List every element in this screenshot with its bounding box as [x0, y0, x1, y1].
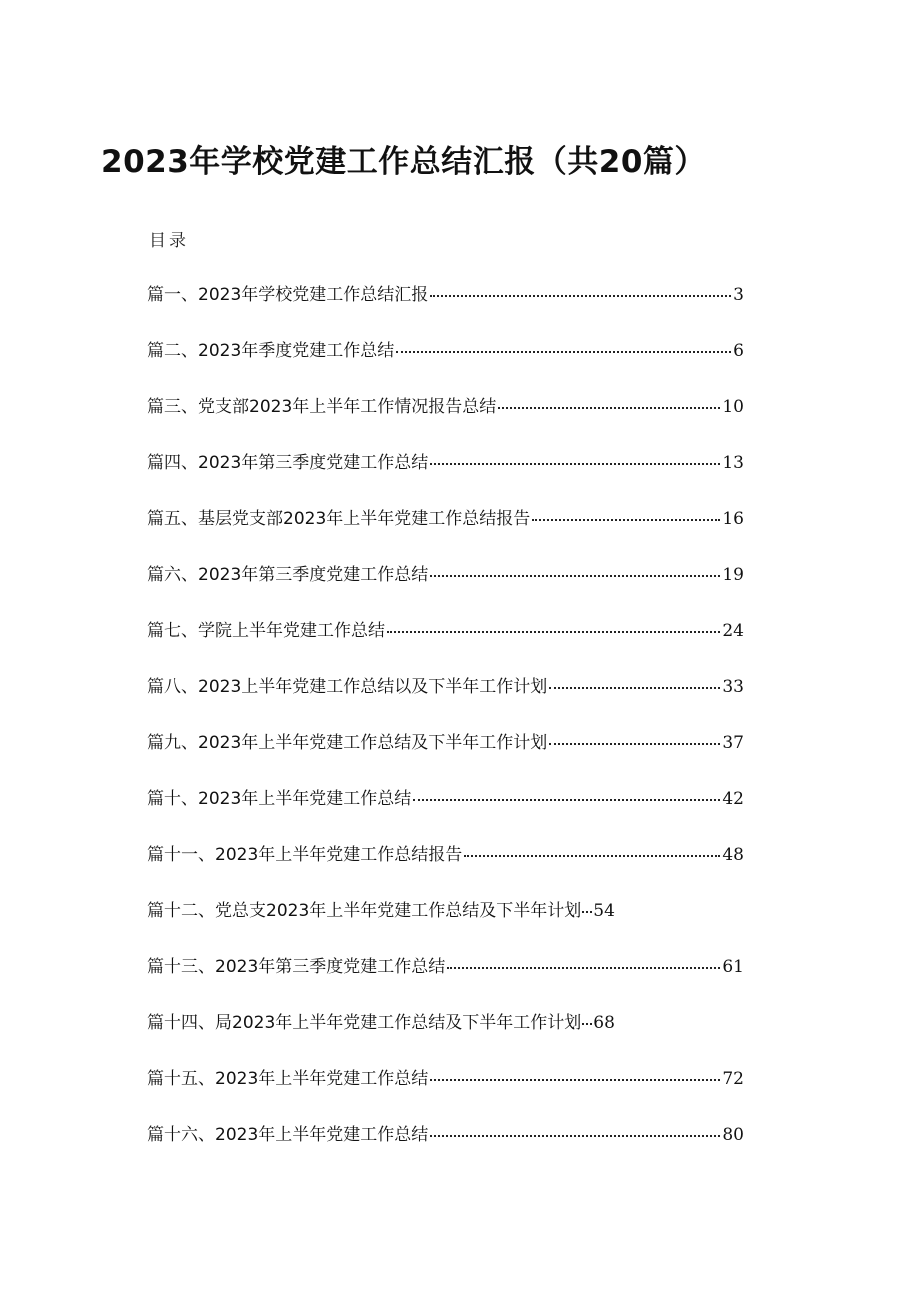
- toc-page-number: 80: [722, 1125, 744, 1145]
- toc-page-number: 24: [722, 621, 744, 641]
- toc-dot-leader: [549, 686, 720, 689]
- toc-dot-leader: [430, 1134, 720, 1137]
- toc-entry-title: 篇八、2023上半年党建工作总结以及下半年工作计划: [147, 677, 548, 697]
- toc-entry-10[interactable]: [147, 784, 744, 840]
- toc-dot-leader: [430, 1078, 720, 1081]
- table-of-contents: [147, 280, 744, 1176]
- toc-page-number: 42: [722, 789, 744, 809]
- toc-entry-11[interactable]: [147, 840, 744, 896]
- toc-entry-4[interactable]: [147, 448, 744, 504]
- toc-page-number: 37: [722, 733, 744, 753]
- toc-entry-2[interactable]: [147, 336, 744, 392]
- toc-entry-title: 篇十二、党总支2023年上半年党建工作总结及下半年计划: [147, 901, 582, 921]
- toc-entry-title: 篇四、2023年第三季度党建工作总结: [147, 453, 429, 473]
- toc-entry-title: 篇五、基层党支部2023年上半年党建工作总结报告: [147, 509, 531, 529]
- toc-entry-title: 篇十、2023年上半年党建工作总结: [147, 789, 412, 809]
- toc-page-number: 16: [722, 509, 744, 529]
- toc-entry-13[interactable]: [147, 952, 744, 1008]
- toc-page-number: 72: [722, 1069, 744, 1089]
- toc-entry-title: 篇六、2023年第三季度党建工作总结: [147, 565, 429, 585]
- toc-dot-leader: [387, 630, 720, 633]
- toc-page-number: 68: [593, 1013, 615, 1033]
- toc-dot-leader: [413, 798, 720, 801]
- toc-entry-12[interactable]: [147, 896, 744, 952]
- toc-dot-leader: [532, 518, 720, 521]
- toc-dot-leader: [498, 406, 720, 409]
- toc-heading: 目录: [149, 231, 189, 251]
- toc-entry-7[interactable]: [147, 616, 744, 672]
- toc-entry-1[interactable]: [147, 280, 744, 336]
- toc-entry-title: 篇三、党支部2023年上半年工作情况报告总结: [147, 397, 497, 417]
- toc-dot-leader: [396, 350, 731, 353]
- toc-entry-5[interactable]: [147, 504, 744, 560]
- toc-dot-leader: [582, 910, 592, 913]
- toc-page-number: 10: [722, 397, 744, 417]
- toc-entry-title: 篇十五、2023年上半年党建工作总结: [147, 1069, 429, 1089]
- toc-entry-14[interactable]: [147, 1008, 744, 1064]
- toc-entry-title: 篇二、2023年季度党建工作总结: [147, 341, 395, 361]
- toc-entry-title: 篇十四、局2023年上半年党建工作总结及下半年工作计划: [147, 1013, 582, 1033]
- toc-page-number: 54: [593, 901, 615, 921]
- toc-entry-6[interactable]: [147, 560, 744, 616]
- toc-page-number: 19: [722, 565, 744, 585]
- toc-entry-8[interactable]: [147, 672, 744, 728]
- toc-entry-title: 篇十一、2023年上半年党建工作总结报告: [147, 845, 463, 865]
- toc-page-number: 13: [722, 453, 744, 473]
- toc-dot-leader: [549, 742, 720, 745]
- toc-page-number: 48: [722, 845, 744, 865]
- toc-entry-9[interactable]: [147, 728, 744, 784]
- toc-entry-title: 篇十六、2023年上半年党建工作总结: [147, 1125, 429, 1145]
- toc-dot-leader: [430, 294, 731, 297]
- toc-entry-15[interactable]: [147, 1064, 744, 1120]
- toc-entry-16[interactable]: [147, 1120, 744, 1176]
- toc-page-number: 3: [733, 285, 744, 305]
- toc-dot-leader: [430, 462, 720, 465]
- toc-dot-leader: [464, 854, 720, 857]
- toc-dot-leader: [430, 574, 720, 577]
- toc-entry-title: 篇十三、2023年第三季度党建工作总结: [147, 957, 446, 977]
- toc-page-number: 61: [722, 957, 744, 977]
- toc-page-number: 6: [733, 341, 744, 361]
- document-title: 2023年学校党建工作总结汇报（共20篇）: [101, 144, 706, 180]
- toc-dot-leader: [447, 966, 720, 969]
- toc-entry-title: 篇一、2023年学校党建工作总结汇报: [147, 285, 429, 305]
- toc-dot-leader: [582, 1022, 592, 1025]
- toc-entry-title: 篇九、2023年上半年党建工作总结及下半年工作计划: [147, 733, 548, 753]
- toc-page-number: 33: [722, 677, 744, 697]
- toc-entry-3[interactable]: [147, 392, 744, 448]
- toc-entry-title: 篇七、学院上半年党建工作总结: [147, 621, 385, 641]
